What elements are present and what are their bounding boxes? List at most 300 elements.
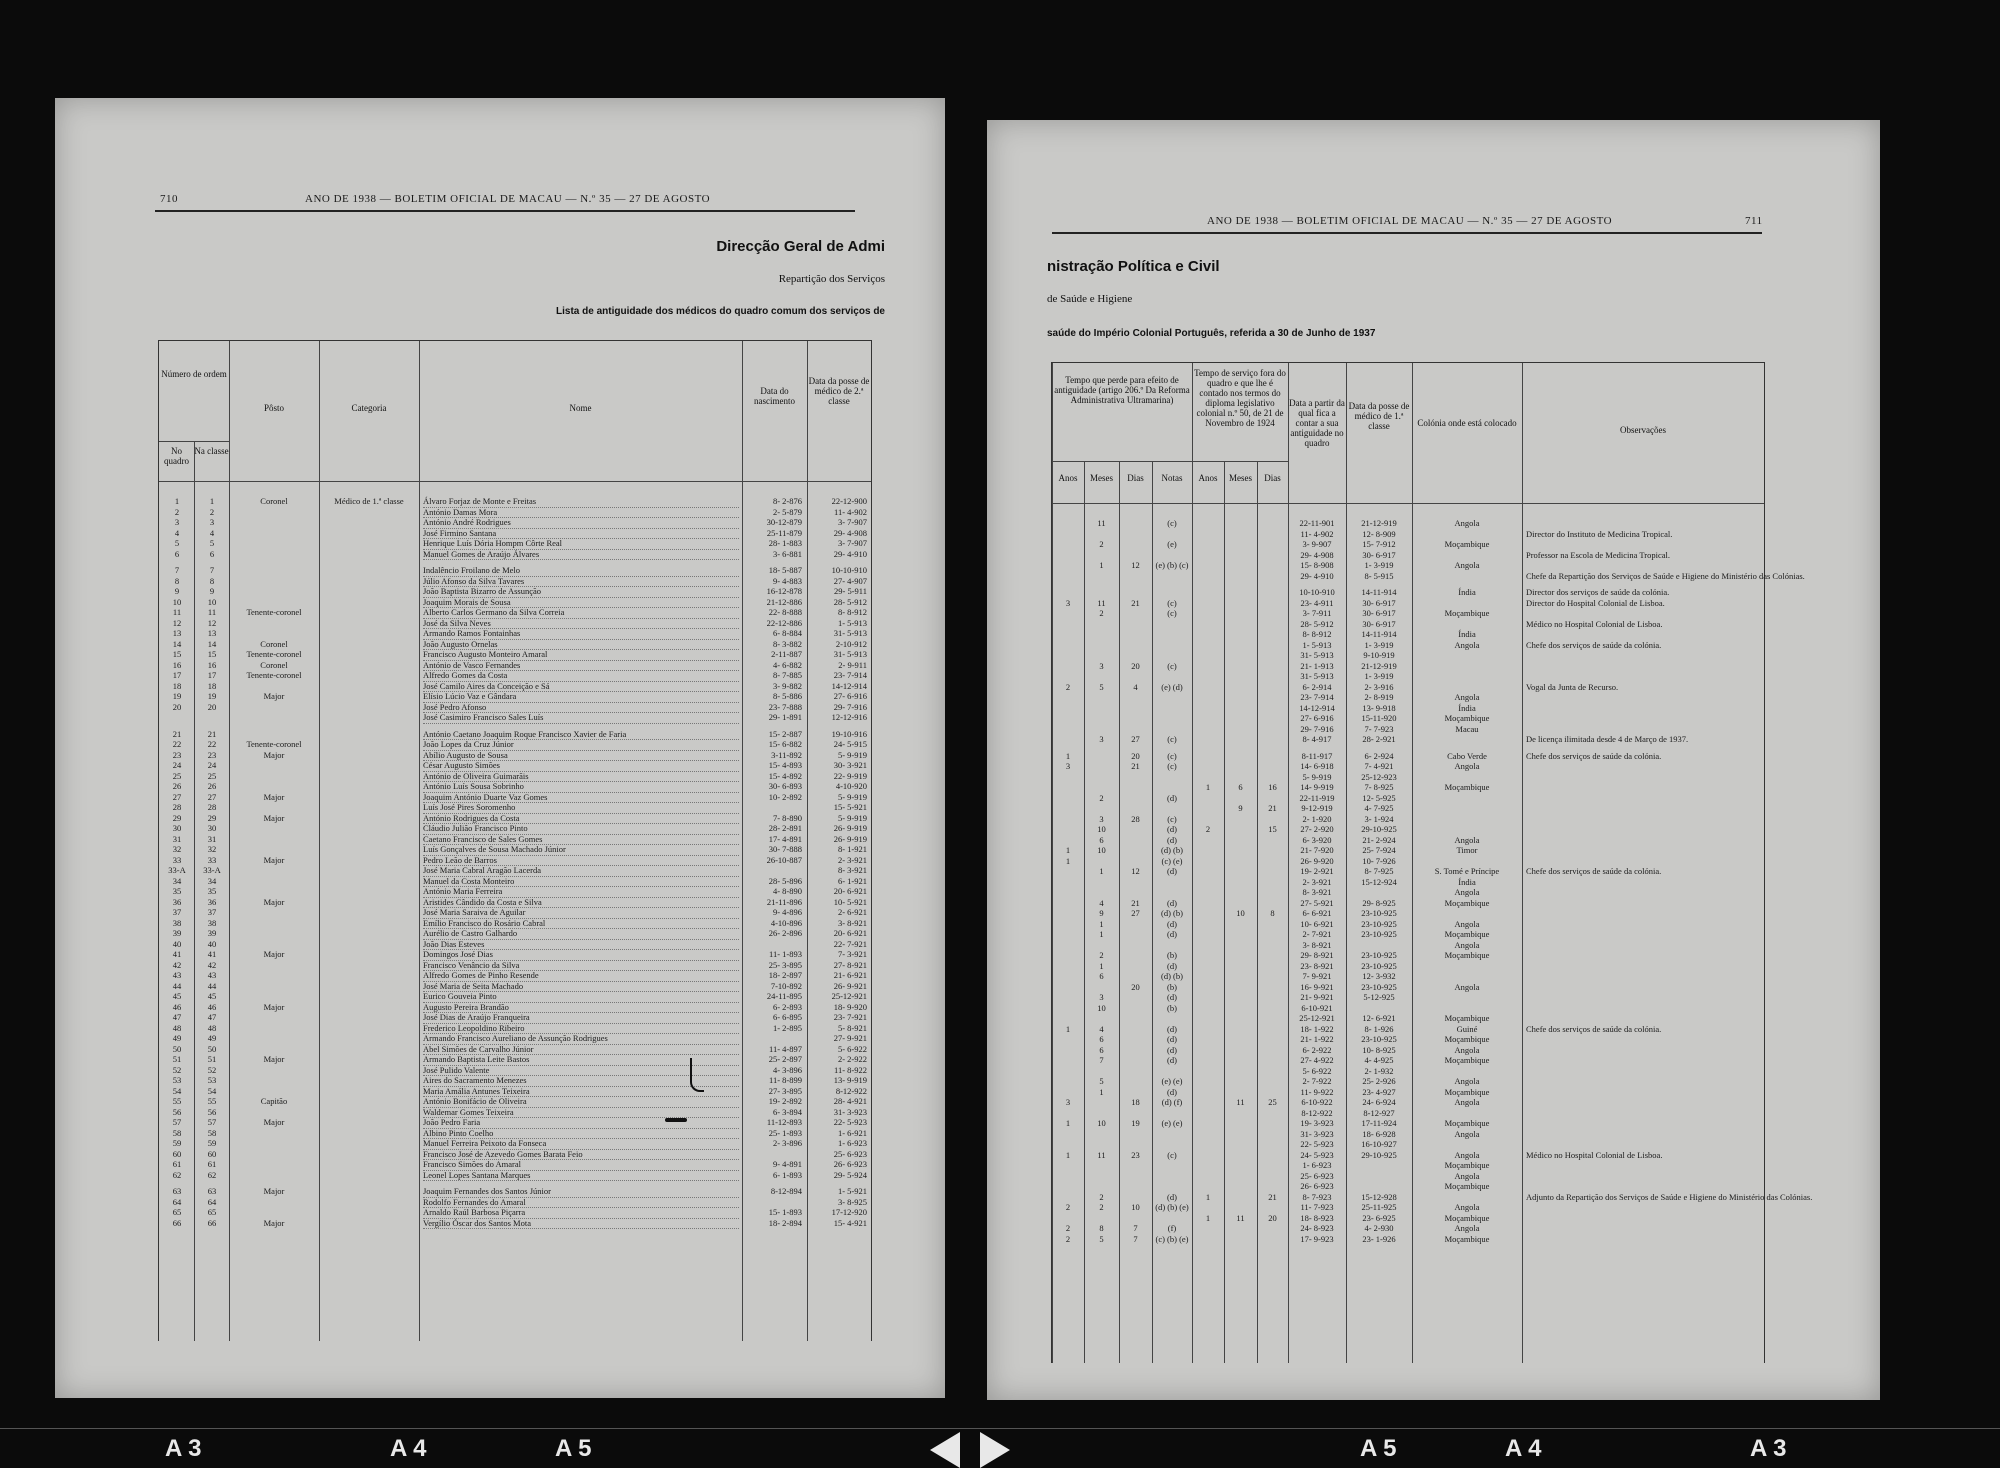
table-cell-data-posse1: 23-10-925 — [1361, 918, 1397, 929]
table-row — [1052, 734, 1764, 745]
table-cell-dias-fora: 20 — [1268, 1212, 1277, 1223]
table-cell-na-classe: 36 — [207, 896, 217, 907]
table-cell-notas: (c) — [1167, 1149, 1177, 1160]
table-cell-posse: 22- 9-919 — [833, 770, 867, 781]
table-cell-colonia: S. Tomé e Príncipe — [1434, 866, 1500, 876]
table-cell-nascimento: 8- 5-886 — [772, 691, 802, 701]
table-cell-data-partir: 19- 3-923 — [1300, 1118, 1334, 1128]
right-rows — [1052, 518, 1813, 1244]
table-row — [1052, 1213, 1764, 1224]
table-cell-data-partir: 8-11-917 — [1301, 750, 1333, 761]
table-cell-nascimento: 3- 6-881 — [772, 548, 802, 559]
table-cell-anos: 1 — [1065, 1118, 1071, 1128]
table-cell-data-posse1: 25- 2-926 — [1362, 1076, 1396, 1086]
table-cell-na-classe: 23 — [207, 749, 217, 760]
col-posto-header: Pôsto — [263, 403, 284, 413]
table-cell-data-posse1: 5-12-925 — [1363, 992, 1395, 1002]
left-list-title: Lista de antiguidade dos médicos do quadro comum dos serviços de — [556, 306, 885, 317]
table-row — [159, 949, 871, 960]
table-cell-na-classe: 33 — [207, 854, 217, 865]
margin-label: A 3 — [165, 1435, 202, 1462]
table-cell-posse: 24- 5-915 — [833, 739, 867, 749]
table-cell-anos: 1 — [1065, 845, 1071, 855]
table-cell-na-classe: 7 — [209, 565, 215, 575]
table-cell-data-posse1: 29-10-925 — [1361, 824, 1397, 834]
table-cell-meses: 1 — [1099, 929, 1104, 939]
table-cell-posto: Major — [263, 854, 285, 865]
table-cell-anos: 3 — [1065, 1097, 1071, 1107]
table-cell-posse: 25-12-921 — [831, 991, 867, 1001]
right-section-title: nistração Política e Civil — [1047, 258, 1220, 275]
table-cell-na-classe: 50 — [207, 1043, 217, 1054]
table-cell-nome: Rodolfo Fernandes do Amaral — [423, 1197, 739, 1209]
table-cell-posto: Tenente-coronel — [246, 670, 302, 680]
table-row — [159, 813, 871, 824]
table-cell-posto: Major — [263, 749, 285, 760]
table-cell-nascimento: 18- 2-897 — [768, 970, 802, 980]
table-cell-dias-fora: 21 — [1268, 803, 1277, 813]
table-cell-na-classe: 8 — [209, 575, 215, 586]
table-row — [159, 691, 871, 702]
col-data-partir-header: Data a partir da qual fica a contar a sua antiguidade no quadro — [1289, 398, 1345, 448]
table-cell-posse: 5- 6-922 — [837, 1043, 867, 1054]
table-cell-nascimento: 18- 5-887 — [768, 565, 802, 575]
table-cell-no-quadro: 37 — [172, 907, 182, 917]
table-cell-posse: 8-12-922 — [835, 1085, 867, 1096]
table-cell-posto: Major — [263, 812, 285, 823]
table-cell-data-partir: 2- 1-920 — [1302, 813, 1332, 824]
table-cell-data-partir: 8- 7-923 — [1302, 1191, 1332, 1202]
table-cell-na-classe: 49 — [207, 1033, 217, 1043]
table-cell-no-quadro: 62 — [172, 1169, 182, 1180]
table-cell-observacoes: Chefe dos serviços de saúde da colónia. — [1526, 750, 1662, 761]
table-row — [159, 576, 871, 587]
table-row — [1052, 908, 1764, 919]
table-cell-anos: 2 — [1065, 1233, 1071, 1244]
table-cell-na-classe: 30 — [207, 823, 217, 833]
table-row — [159, 549, 871, 560]
table-cell-data-posse1: 8- 5-915 — [1364, 570, 1394, 581]
table-cell-meses: 2 — [1099, 608, 1104, 618]
table-cell-observacoes: Director do Instituto de Medicina Tropical. — [1526, 528, 1673, 539]
table-cell-meses: 6 — [1099, 1034, 1104, 1044]
table-cell-dias: 19 — [1131, 1118, 1140, 1128]
table-cell-anos: 3 — [1065, 761, 1071, 771]
table-cell-no-quadro: 12 — [172, 617, 182, 628]
col-anos-fora-header: Anos — [1198, 473, 1218, 483]
table-cell-posse: 25- 6-923 — [833, 1148, 867, 1159]
table-cell-nome: António André Rodrigues — [423, 517, 739, 529]
table-cell-data-posse1: 8-12-927 — [1363, 1107, 1395, 1118]
table-cell-nascimento: 1- 2-895 — [772, 1022, 802, 1033]
table-cell-na-classe: 24 — [207, 760, 217, 770]
table-cell-no-quadro: 17 — [172, 670, 182, 680]
table-cell-posse: 29- 4-910 — [833, 548, 867, 559]
table-cell-data-partir: 10-10-910 — [1299, 587, 1335, 597]
table-row — [1052, 992, 1764, 1003]
table-cell-posse: 5- 8-921 — [837, 1022, 867, 1033]
table-cell-nascimento: 11- 1-893 — [769, 949, 802, 959]
table-row — [159, 886, 871, 897]
table-row — [1052, 929, 1764, 940]
table-cell-no-quadro: 33 — [172, 854, 182, 865]
table-cell-data-partir: 5- 6-922 — [1302, 1065, 1332, 1076]
table-cell-nascimento: 6- 2-893 — [772, 1001, 802, 1012]
table-cell-nascimento: 21-12-886 — [766, 596, 802, 607]
table-cell-no-quadro: 33-A — [168, 865, 186, 875]
table-cell-meses: 2 — [1099, 1202, 1104, 1212]
table-cell-nome: Joaquim António Duarte Vaz Gomes — [423, 792, 739, 804]
table-cell-notas: (c) — [1167, 761, 1177, 771]
table-cell-nascimento: 2- 3-896 — [772, 1138, 802, 1148]
table-cell-anos-fora: 1 — [1205, 1212, 1211, 1223]
table-cell-posse: 23- 7-921 — [833, 1012, 867, 1022]
col-anos-header: Anos — [1058, 473, 1078, 483]
table-cell-data-posse1: 15- 7-912 — [1362, 539, 1396, 549]
table-cell-posto: Major — [263, 1186, 285, 1196]
table-cell-nome: César Augusto Simões — [423, 760, 739, 772]
table-cell-meses: 6 — [1099, 834, 1104, 845]
table-cell-anos: 1 — [1065, 855, 1071, 866]
table-cell-no-quadro: 16 — [172, 659, 182, 670]
table-cell-no-quadro: 46 — [172, 1001, 182, 1012]
table-cell-no-quadro: 11 — [172, 607, 182, 617]
left-running-head: ANO DE 1938 — BOLETIM OFICIAL DE MACAU — N.º 35 — 27 DE AGOSTO — [305, 193, 711, 205]
table-cell-no-quadro: 52 — [172, 1064, 182, 1075]
table-cell-nascimento: 8- 3-882 — [772, 638, 802, 649]
col-observacoes-header: Observações — [1620, 425, 1666, 435]
table-cell-nascimento: 7- 8-890 — [772, 812, 802, 823]
table-cell-data-partir: 22-11-919 — [1299, 792, 1335, 803]
table-row — [159, 1086, 871, 1097]
table-cell-colonia: Moçambique — [1444, 539, 1490, 549]
table-cell-meses: 10 — [1097, 1002, 1106, 1013]
table-cell-dias: 23 — [1131, 1149, 1140, 1160]
table-row — [159, 865, 871, 876]
table-cell-na-classe: 17 — [207, 670, 217, 680]
table-cell-nome: Aristides Cândido da Costa e Silva — [423, 897, 739, 909]
table-row — [159, 1170, 871, 1181]
table-cell-na-classe: 65 — [207, 1207, 217, 1217]
table-cell-data-posse1: 28- 2-921 — [1362, 734, 1396, 744]
table-cell-posse: 2- 3-921 — [837, 854, 867, 865]
table-cell-na-classe: 55 — [207, 1096, 217, 1106]
table-cell-data-partir: 2- 3-921 — [1302, 876, 1332, 887]
table-cell-data-posse1: 8- 7-925 — [1364, 866, 1394, 876]
table-cell-colonia: Angola — [1454, 1223, 1480, 1233]
table-row — [159, 517, 871, 528]
table-cell-nome: Aires do Sacramento Menezes — [423, 1075, 739, 1087]
table-cell-nome: Henrique Luís Dória Hompm Côrte Real — [423, 538, 739, 550]
table-cell-na-classe: 15 — [207, 649, 217, 659]
table-cell-na-classe: 60 — [207, 1148, 217, 1159]
table-cell-posse: 2- 2-922 — [837, 1054, 867, 1064]
table-cell-no-quadro: 23 — [172, 749, 182, 760]
table-cell-notas: (d) — [1167, 918, 1177, 929]
table-row — [1052, 772, 1764, 783]
table-cell-posse: 2- 9-911 — [838, 659, 867, 670]
table-cell-nome: Álvaro Forjaz de Monte e Freitas — [423, 496, 739, 508]
table-cell-data-partir: 25-12-921 — [1299, 1013, 1335, 1023]
table-cell-meses: 2 — [1099, 950, 1104, 960]
table-cell-data-partir: 6- 2-914 — [1302, 681, 1332, 692]
table-cell-colonia: Moçambique — [1444, 782, 1490, 792]
table-cell-no-quadro: 43 — [172, 970, 182, 980]
table-cell-posse: 21- 6-921 — [833, 970, 867, 980]
table-cell-meses-fora: 10 — [1236, 908, 1245, 918]
table-cell-nascimento: 28- 2-891 — [768, 823, 802, 833]
table-row — [1052, 570, 1805, 582]
table-cell-nome: João Lopes da Cruz Júnior — [423, 739, 739, 751]
table-cell-colonia: Moçambique — [1444, 1181, 1490, 1191]
table-cell-data-partir: 29- 7-916 — [1300, 723, 1334, 734]
table-cell-observacoes: Professor na Escola de Medicina Tropical. — [1526, 549, 1670, 560]
table-row — [159, 538, 871, 549]
table-row — [159, 876, 871, 887]
table-cell-data-posse1: 29- 8-925 — [1362, 897, 1396, 908]
table-cell-na-classe: 26 — [207, 781, 217, 791]
table-cell-nome: Alberto Carlos Germano da Silva Correia — [423, 607, 739, 619]
table-cell-posse: 22- 7-921 — [833, 938, 867, 949]
table-cell-data-posse1: 30- 6-917 — [1362, 549, 1396, 560]
table-row — [1052, 887, 1764, 898]
table-cell-colonia: Angola — [1454, 918, 1480, 929]
table-cell-nome: Armando Baptista Leite Bastos — [423, 1054, 739, 1066]
table-cell-no-quadro: 8 — [174, 575, 180, 586]
table-cell-meses: 4 — [1099, 897, 1104, 908]
table-row — [1052, 671, 1764, 682]
table-cell-data-posse1: 23-10-925 — [1361, 960, 1397, 971]
col-colonia-header: Colónia onde está colocado — [1417, 418, 1517, 428]
left-arrow-icon — [930, 1432, 960, 1468]
table-cell-data-posse1: 21-12-919 — [1361, 518, 1397, 528]
table-cell-data-partir: 11- 9-922 — [1300, 1086, 1334, 1097]
table-cell-notas: (e) (b) (c) — [1155, 560, 1189, 570]
table-cell-data-partir: 24- 5-923 — [1300, 1149, 1334, 1160]
film-strip-edge — [0, 1428, 2000, 1429]
table-cell-na-classe: 2 — [209, 506, 215, 517]
table-cell-observacoes: Adjunto da Repartição dos Serviços de Saúde e Higiene do Ministério das Colónias. — [1526, 1191, 1813, 1202]
table-cell-dias-fora: 25 — [1268, 1097, 1277, 1107]
table-row — [159, 1207, 871, 1218]
table-row — [1052, 856, 1764, 867]
table-row — [159, 907, 871, 918]
table-cell-dias: 18 — [1131, 1097, 1140, 1107]
table-cell-no-quadro: 1 — [174, 496, 180, 506]
table-cell-na-classe: 57 — [207, 1117, 217, 1127]
table-cell-data-posse1: 7- 4-921 — [1364, 761, 1394, 771]
table-cell-na-classe: 12 — [207, 617, 217, 628]
table-cell-posse: 27- 6-916 — [833, 691, 867, 701]
table-row — [1052, 824, 1764, 835]
table-row — [1052, 793, 1764, 804]
table-cell-posse: 1- 6-923 — [837, 1138, 867, 1148]
table-cell-notas: (d) (b) (e) — [1155, 1202, 1189, 1212]
table-cell-notas: (c) — [1167, 608, 1177, 618]
table-cell-nome: Abílio Augusto de Sousa — [423, 750, 739, 762]
table-cell-posse: 14-12-914 — [831, 680, 867, 691]
table-cell-notas: (d) (f) — [1161, 1097, 1183, 1107]
table-cell-nome: Indalêncio Froilano de Melo — [423, 565, 739, 577]
table-cell-notas: (f) — [1167, 1223, 1177, 1233]
table-cell-no-quadro: 4 — [174, 527, 180, 538]
table-cell-data-partir: 6-10-921 — [1301, 1002, 1333, 1013]
table-cell-na-classe: 59 — [207, 1138, 217, 1148]
table-cell-posse: 7- 3-921 — [837, 949, 867, 959]
table-cell-notas: (c) — [1167, 813, 1177, 824]
col-posse-header: Data da posse de médico de 2.ª classe — [808, 376, 870, 406]
table-cell-posse: 6- 1-921 — [837, 875, 867, 886]
table-row — [159, 729, 871, 740]
table-cell-posse: 13- 9-919 — [833, 1075, 867, 1085]
table-cell-no-quadro: 27 — [172, 791, 182, 802]
table-cell-data-posse1: 29-10-925 — [1361, 1149, 1397, 1160]
table-row — [1052, 724, 1764, 735]
table-cell-notas: (d) — [1167, 960, 1177, 971]
table-cell-no-quadro: 63 — [172, 1186, 182, 1196]
table-cell-no-quadro: 44 — [172, 980, 182, 991]
table-cell-notas: (c) — [1167, 597, 1177, 608]
table-row — [159, 1075, 871, 1086]
table-cell-posse: 26- 9-919 — [833, 823, 867, 833]
table-cell-observacoes: Vogal da Junta de Recurso. — [1526, 681, 1619, 692]
table-cell-colonia: Moçambique — [1444, 1160, 1490, 1170]
table-cell-na-classe: 29 — [207, 812, 217, 823]
table-row — [1052, 803, 1764, 814]
table-cell-na-classe: 56 — [207, 1106, 217, 1117]
table-row — [159, 1065, 871, 1076]
table-cell-no-quadro: 40 — [172, 938, 182, 949]
table-cell-nome: Frederico Leopoldino Ribeiro — [423, 1023, 739, 1035]
table-cell-posto: Coronel — [260, 659, 288, 670]
table-row — [1052, 1087, 1764, 1098]
table-cell-data-partir: 21- 1-922 — [1300, 1034, 1334, 1044]
table-cell-data-partir: 29- 8-921 — [1300, 950, 1334, 960]
table-row — [1052, 982, 1764, 993]
table-row — [159, 750, 871, 761]
table-cell-no-quadro: 15 — [172, 649, 182, 659]
table-cell-na-classe: 62 — [207, 1169, 217, 1180]
table-cell-posse: 3- 8-921 — [837, 917, 867, 928]
right-running-head: ANO DE 1938 — BOLETIM OFICIAL DE MACAU — N.º 35 — 27 DE AGOSTO — [1207, 215, 1613, 227]
table-cell-data-partir: 5- 9-919 — [1302, 771, 1332, 782]
table-cell-nome: Manuel Gomes de Araújo Álvares — [423, 549, 739, 561]
table-cell-nome: Cláudio Julião Francisco Pinto — [423, 823, 739, 835]
table-cell-data-partir: 6- 3-920 — [1302, 834, 1332, 845]
left-table — [158, 340, 872, 1341]
table-cell-notas: (e) (d) — [1161, 681, 1183, 692]
table-cell-anos: 2 — [1065, 1202, 1071, 1212]
table-cell-nascimento: 25-11-879 — [766, 527, 802, 538]
table-cell-data-posse1: 10- 7-926 — [1362, 855, 1396, 866]
table-cell-posto: Tenente-coronel — [246, 739, 302, 749]
right-table — [1051, 362, 1813, 1363]
table-cell-nascimento: 27- 3-895 — [768, 1085, 802, 1096]
table-row — [159, 844, 871, 855]
table-cell-nascimento: 3- 9-882 — [772, 680, 802, 691]
table-cell-colonia: Moçambique — [1444, 1118, 1490, 1128]
table-cell-dias: 20 — [1131, 750, 1140, 761]
table-row — [1052, 692, 1764, 703]
table-cell-na-classe: 51 — [207, 1054, 217, 1064]
table-cell-posto: Major — [263, 791, 285, 802]
left-page-number: 710 — [160, 193, 178, 205]
table-cell-no-quadro: 29 — [172, 812, 182, 823]
table-cell-data-posse1: 8- 1-926 — [1364, 1023, 1394, 1034]
table-cell-posse: 31- 5-913 — [833, 628, 867, 638]
table-cell-colonia: Angola — [1454, 1076, 1480, 1086]
table-cell-na-classe: 54 — [207, 1085, 217, 1096]
table-row — [1052, 1191, 1813, 1203]
table-row — [159, 802, 871, 813]
table-cell-no-quadro: 19 — [172, 691, 182, 701]
table-row — [159, 496, 871, 507]
table-cell-data-posse1: 7- 8-925 — [1364, 782, 1394, 792]
table-cell-no-quadro: 34 — [172, 875, 182, 886]
table-cell-data-posse1: 15-12-928 — [1361, 1191, 1397, 1202]
table-cell-data-posse1: 3- 1-924 — [1364, 813, 1394, 824]
table-cell-no-quadro: 3 — [174, 517, 180, 527]
table-cell-categoria: Médico de 1.ª classe — [334, 496, 404, 506]
table-cell-no-quadro: 24 — [172, 760, 182, 770]
table-cell-na-classe: 28 — [207, 802, 217, 812]
table-cell-posse: 8- 3-921 — [837, 865, 867, 875]
table-cell-posse: 3- 7-907 — [837, 517, 867, 527]
table-cell-data-partir: 2- 7-921 — [1302, 929, 1332, 939]
col-meses-fora-header: Meses — [1229, 473, 1252, 483]
table-cell-nome: José Pedro Afonso — [423, 702, 739, 714]
table-row — [1052, 1129, 1764, 1140]
table-cell-meses: 2 — [1099, 792, 1104, 803]
table-row — [1052, 1223, 1764, 1234]
margin-label: A 4 — [390, 1435, 427, 1462]
table-cell-nascimento: 29- 1-891 — [768, 712, 802, 722]
table-cell-data-partir: 27- 4-922 — [1300, 1055, 1334, 1065]
table-cell-data-partir: 15- 8-908 — [1300, 560, 1334, 570]
table-cell-anos-fora: 2 — [1205, 824, 1211, 834]
table-cell-nascimento: 21-11-896 — [766, 896, 802, 907]
table-cell-colonia: Moçambique — [1444, 1212, 1490, 1223]
table-cell-notas: (b) — [1167, 1002, 1177, 1013]
table-cell-anos: 1 — [1065, 1149, 1071, 1160]
table-cell-posse: 31- 5-913 — [833, 649, 867, 659]
table-cell-nome: Emílio Francisco do Rosário Cabral — [423, 918, 739, 930]
table-cell-posto: Capitão — [260, 1096, 288, 1106]
table-cell-meses: 5 — [1099, 1076, 1104, 1086]
table-row — [159, 1002, 871, 1013]
table-row — [1052, 539, 1764, 550]
right-list-title: saúde do Império Colonial Português, referida a 30 de Junho de 1937 — [1047, 328, 1376, 339]
table-cell-nascimento: 28- 1-883 — [768, 538, 802, 548]
table-cell-posse: 27- 8-921 — [833, 959, 867, 970]
table-cell-data-posse1: 14-11-914 — [1361, 587, 1397, 597]
left-page — [55, 98, 945, 1398]
table-cell-data-posse1: 9-10-919 — [1363, 650, 1395, 660]
table-cell-nascimento: 6- 8-884 — [772, 628, 802, 638]
table-cell-colonia: Moçambique — [1444, 897, 1490, 908]
table-cell-data-partir: 23- 4-911 — [1300, 597, 1334, 608]
table-cell-no-quadro: 60 — [172, 1148, 182, 1159]
table-cell-colonia: Angola — [1454, 692, 1480, 702]
table-cell-data-posse1: 18- 6-928 — [1362, 1128, 1396, 1139]
margin-label: A 4 — [1505, 1435, 1542, 1462]
table-cell-nome: António Luís Sousa Sobrinho — [423, 781, 739, 793]
table-row — [159, 1159, 871, 1170]
table-row — [159, 660, 871, 671]
table-cell-notas: (e) (e) — [1161, 1076, 1183, 1086]
table-cell-data-posse1: 23- 4-927 — [1362, 1086, 1396, 1097]
table-cell-data-posse1: 1- 3-919 — [1364, 639, 1394, 650]
